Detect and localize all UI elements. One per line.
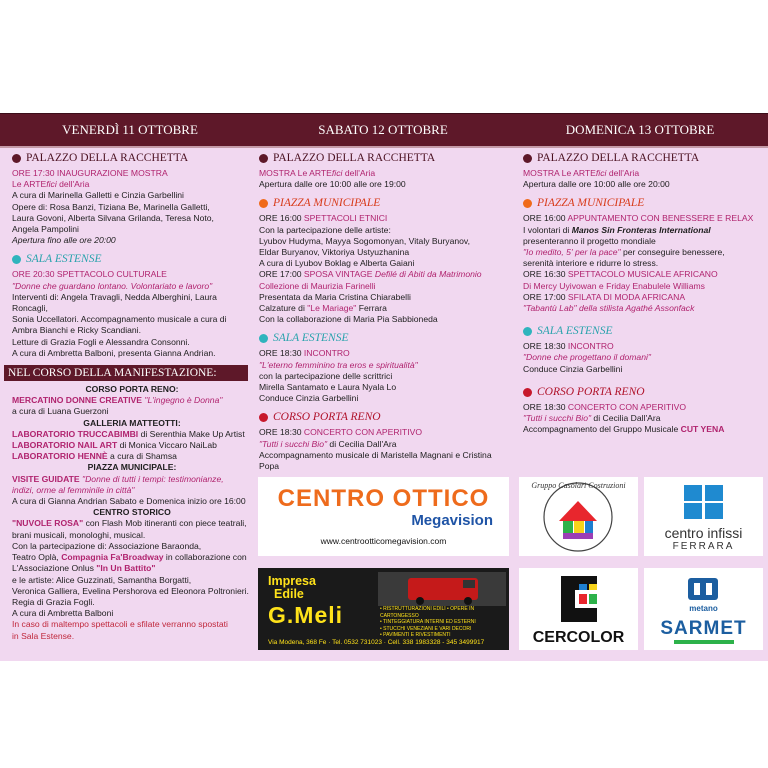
event-line: "Io medito, 5' per la pace" per conseguire benessere, bbox=[523, 247, 725, 258]
event-line: "Tutti i succhi Bio" di Cecilia Dall'Ara bbox=[523, 413, 661, 424]
venue-title: SALA ESTENSE bbox=[537, 325, 613, 338]
venue-palazzo bbox=[523, 151, 763, 166]
venue-corso-porta-reno bbox=[259, 410, 509, 425]
exhibition-name: MOSTRA Le ARTEfici dell'Aria bbox=[523, 168, 640, 178]
bullet-dot-icon bbox=[523, 388, 532, 397]
bullet-dot-icon bbox=[259, 334, 268, 343]
event-line: A cura di Marinella Galletti e Cinzia Garbellini bbox=[12, 190, 184, 201]
saturday-column bbox=[259, 151, 509, 472]
event-quote: "L'eterno femminino tra eros e spiritualità" bbox=[259, 359, 418, 370]
day-heading-friday: VENERDÌ 11 OTTOBRE bbox=[62, 122, 198, 137]
sponsor-title: G.Meli bbox=[268, 602, 344, 628]
lab-item: LABORATORIO HENNÈ a cura di Shamsa bbox=[12, 451, 177, 462]
section-heading: CORSO PORTA RENO: bbox=[85, 384, 179, 395]
section-heading: PIAZZA MUNICIPALE: bbox=[87, 462, 177, 473]
opening-hours: Apertura dalle ore 10:00 alle ore 19:00 bbox=[259, 179, 406, 190]
event-line: Lyubov Hudyma, Mayya Sogomonyan, Vitaly Buryanov, bbox=[259, 235, 470, 246]
sponsor-logo-centro-infissi bbox=[644, 477, 763, 556]
day-heading-saturday: SABATO 12 OTTOBRE bbox=[318, 122, 448, 137]
days-header-bar bbox=[0, 113, 768, 148]
sponsor-logo-cercolor bbox=[519, 568, 638, 650]
venue-piazza bbox=[259, 196, 509, 211]
venue-title: SALA ESTENSE bbox=[26, 253, 102, 266]
event-line: A cura di Ambretta Balboni bbox=[12, 608, 114, 619]
event-title: ORE 16:00 APPUNTAMENTO CON BENESSERE E RELAX bbox=[523, 213, 754, 224]
bullet-dot-icon bbox=[259, 413, 268, 422]
event-line: Regia di Grazia Fogli. bbox=[12, 596, 95, 607]
venue-title: PALAZZO DELLA RACCHETTA bbox=[537, 152, 700, 164]
venue-sala-estense bbox=[12, 252, 252, 267]
venue-title: CORSO PORTA RENO bbox=[537, 385, 645, 398]
visite-line: VISITE GUIDATE "Donne di tutti i tempi: testimonianze, bbox=[12, 473, 224, 484]
sunday-column bbox=[523, 151, 763, 435]
event-line: serenità interiore e ridurre lo stress. bbox=[523, 258, 659, 269]
sponsor-logo-casolari bbox=[519, 477, 638, 556]
bullet-dot-icon bbox=[523, 327, 532, 336]
event-line: "Tutti i succhi Bio" di Cecilia Dall'Ara bbox=[259, 438, 397, 449]
sponsor-title: Impresa bbox=[268, 574, 316, 588]
venue-piazza bbox=[523, 196, 763, 211]
exhibition-name: Le ARTEfici dell'Aria bbox=[12, 179, 90, 190]
event-line: Veronica Galliera, Evelina Pershorova ed Eleonora Poltronieri. bbox=[12, 585, 249, 596]
sponsor-title: CERCOLOR bbox=[532, 629, 625, 646]
sponsor-title: Edile bbox=[274, 587, 304, 601]
sponsor-logo-sarmet bbox=[644, 568, 763, 650]
venue-title: PIAZZA MUNICIPALE bbox=[537, 197, 645, 210]
venue-sala-estense bbox=[523, 324, 763, 339]
event-line: Interventi di: Angela Travagli, Nedda Alberghini, Laura Roncagli, bbox=[12, 291, 217, 314]
sponsor-logo-impresa-meli bbox=[258, 568, 509, 650]
section-heading: GALLERIA MATTEOTTI: bbox=[83, 417, 181, 428]
sponsor-city: FERRARA bbox=[672, 541, 735, 552]
event-title: ORE 16:30 SPETTACOLO MUSICALE AFRICANO bbox=[523, 269, 718, 280]
event-quote: "Donne che guardano lontano. Volontariato e lavoro" bbox=[12, 280, 213, 291]
sponsor-title: CENTRO OTTICO bbox=[277, 485, 490, 512]
weather-note: in Sala Estense. bbox=[12, 630, 75, 641]
visite-quote-line: indizi, orme al femminile in città" bbox=[12, 484, 135, 495]
venue-title: CORSO PORTA RENO bbox=[273, 411, 381, 424]
section-heading: CENTRO STORICO bbox=[93, 507, 171, 518]
sponsor-logo-centro-ottico bbox=[258, 477, 509, 556]
event-title: ORE 17:30 INAUGURAZIONE MOSTRA bbox=[12, 168, 168, 178]
sponsor-title: SARMET bbox=[660, 618, 747, 639]
exhibition-name: MOSTRA Le ARTEfici dell'Aria bbox=[259, 168, 376, 178]
event-title: ORE 17:00 SFILATA DI MODA AFRICANA bbox=[523, 291, 686, 302]
event-line: Accompagnamento musicale di Maristella Magnani e Cristina Popa bbox=[259, 449, 492, 472]
event-line: Calzature di "Le Mariage" Ferrara bbox=[259, 303, 387, 314]
event-line: Con la collaborazione di Maria Pia Sabbioneda bbox=[259, 314, 438, 325]
weather-note: In caso di maltempo spettacoli e sfilate verranno spostati bbox=[12, 619, 228, 630]
venue-corso-porta-reno bbox=[523, 385, 763, 400]
event-title: ORE 17:00 SPOSA VINTAGE Defilé di Abiti da Matrimonio bbox=[259, 269, 482, 280]
bullet-dot-icon bbox=[523, 154, 532, 163]
event-line: Letture di Grazia Fogli e Alessandra Consonni. bbox=[12, 336, 190, 347]
sponsor-subtitle: Megavision bbox=[411, 512, 493, 529]
bullet-dot-icon bbox=[12, 154, 21, 163]
friday-column bbox=[8, 151, 252, 642]
event-line: A cura di Gianna Andrian Sabato e Domenica inizio ore 16:00 bbox=[12, 496, 246, 507]
opening-hours: Apertura fino alle ore 20:00 bbox=[12, 235, 116, 246]
event-title: ORE 20:30 SPETTACOLO CULTURALE bbox=[12, 269, 167, 280]
event-line: Angela Pampolini bbox=[12, 224, 79, 235]
event-line: Conduce Cinzia Garbellini bbox=[523, 363, 623, 374]
throughout-event-banner: NEL CORSO DELLA MANIFESTAZIONE: bbox=[4, 365, 248, 381]
event-line: presenteranno il progetto mondiale bbox=[523, 235, 656, 246]
event-line: Laura Govoni, Alberta Silvana Grilanda, Teresa Noto, bbox=[12, 212, 214, 223]
event-line: Sonia Uccellatori. Accompagnamento musicale a cura di bbox=[12, 314, 227, 325]
event-line: Con la partecipazione delle artiste: bbox=[259, 224, 391, 235]
event-quote: "Donne che progettano il domani" bbox=[523, 352, 651, 363]
event-line: brani musicali, monologhi, musical. bbox=[12, 529, 146, 540]
venue-palazzo bbox=[12, 151, 252, 166]
sponsor-address: Via Modena, 368 Fe · Tel. 0532 731023 · Cell. 338 1983328 - 345 3499917 bbox=[268, 639, 485, 646]
event-line: L'Associazione Onlus "In Un Battito" bbox=[12, 563, 156, 574]
day-heading-sunday: DOMENICA 13 OTTOBRE bbox=[565, 122, 715, 137]
event-subtitle: Collezione di Maurizia Farinelli bbox=[259, 280, 376, 291]
event-title: ORE 18:30 CONCERTO CON APERITIVO bbox=[523, 401, 687, 412]
sponsor-title: centro infissi bbox=[664, 525, 743, 541]
venue-palazzo bbox=[259, 151, 509, 166]
event-title: ORE 16:00 SPETTACOLI ETNICI bbox=[259, 213, 388, 224]
event-title: ORE 18:30 CONCERTO CON APERITIVO bbox=[259, 427, 423, 438]
venue-title: SALA ESTENSE bbox=[273, 332, 349, 345]
event-line: A cura di Ambretta Balboni, presenta Gianna Andrian. bbox=[12, 347, 216, 358]
event-line: Presentata da Maria Cristina Chiarabelli bbox=[259, 291, 411, 302]
event-line: Accompagnamento del Gruppo Musicale CUT YENA bbox=[523, 424, 725, 435]
mercatino-line: MERCATINO DONNE CREATIVE "L'ingegno è Donna" bbox=[12, 395, 223, 406]
event-line: Teatro Oplà, Compagnia Fa'Broadway in collaborazione con bbox=[12, 552, 247, 563]
sponsor-url: www.centrootticomegavision.com bbox=[320, 536, 447, 546]
event-line: Ambra Bianchi e Ricky Scandiani. bbox=[12, 325, 141, 336]
event-line: Eldar Buryanov, Viktoriya Ustyuzhanina bbox=[259, 247, 410, 258]
sponsor-services: • RISTRUTTURAZIONI EDILI • OPERE IN CARTONGESSO • TINTEGGIATURA INTERNI ED ESTERNI • STUCCHI VENEZIANI E VARI DECORI • PAVIMENTI E RIVESTIMENTI bbox=[380, 606, 476, 638]
event-line: Con la partecipazione di: Associazione Baraonda, bbox=[12, 540, 202, 551]
event-line: Mirella Santamato e Laura Nyala Lo bbox=[259, 382, 397, 393]
event-line: a cura di Luana Guerzoni bbox=[12, 406, 109, 417]
event-line: I volontari di Manos Sin Fronteras International bbox=[523, 224, 711, 235]
sponsor-subtitle: metano bbox=[689, 604, 718, 613]
event-subtitle: "Tabantù Lab" della stilista Agathé Assonfack bbox=[523, 303, 695, 314]
event-title: ORE 18:30 INCONTRO bbox=[523, 341, 614, 352]
venue-sala-estense bbox=[259, 331, 509, 346]
lab-item: LABORATORIO TRUCCABIMBI di Serenthia Make Up Artist bbox=[12, 428, 245, 439]
event-subtitle: Di Mercy Uyivowan e Friday Enabulele Williams bbox=[523, 280, 705, 291]
event-line: Opere di: Rosa Banzi, Tiziana Be, Marinella Galletti, bbox=[12, 201, 210, 212]
event-line: Conduce Cinzia Garbellini bbox=[259, 393, 359, 404]
opening-hours: Apertura dalle ore 10:00 alle ore 20:00 bbox=[523, 179, 670, 190]
event-line: e le artiste: Alice Guzzinati, Samantha Borgatti, bbox=[12, 574, 192, 585]
bullet-dot-icon bbox=[259, 199, 268, 208]
venue-title: PALAZZO DELLA RACCHETTA bbox=[273, 152, 436, 164]
bullet-dot-icon bbox=[12, 255, 21, 264]
event-line: A cura di Lyubov Boklag e Alberta Gaiani bbox=[259, 258, 415, 269]
event-line: con la partecipazione delle scrittrici bbox=[259, 370, 393, 381]
lab-item: LABORATORIO NAIL ART di Monica Viccaro NaiLab bbox=[12, 440, 217, 451]
venue-title: PALAZZO DELLA RACCHETTA bbox=[26, 152, 189, 164]
bullet-dot-icon bbox=[259, 154, 268, 163]
sponsor-title: Gruppo Casolari Costruzioni bbox=[531, 481, 626, 490]
nuvole-line: "NUVOLE ROSA" con Flash Mob itineranti con piece teatrali, bbox=[12, 518, 247, 529]
event-title: ORE 18:30 INCONTRO bbox=[259, 348, 350, 359]
program-brochure bbox=[0, 113, 768, 661]
venue-title: PIAZZA MUNICIPALE bbox=[273, 197, 381, 210]
bullet-dot-icon bbox=[523, 199, 532, 208]
